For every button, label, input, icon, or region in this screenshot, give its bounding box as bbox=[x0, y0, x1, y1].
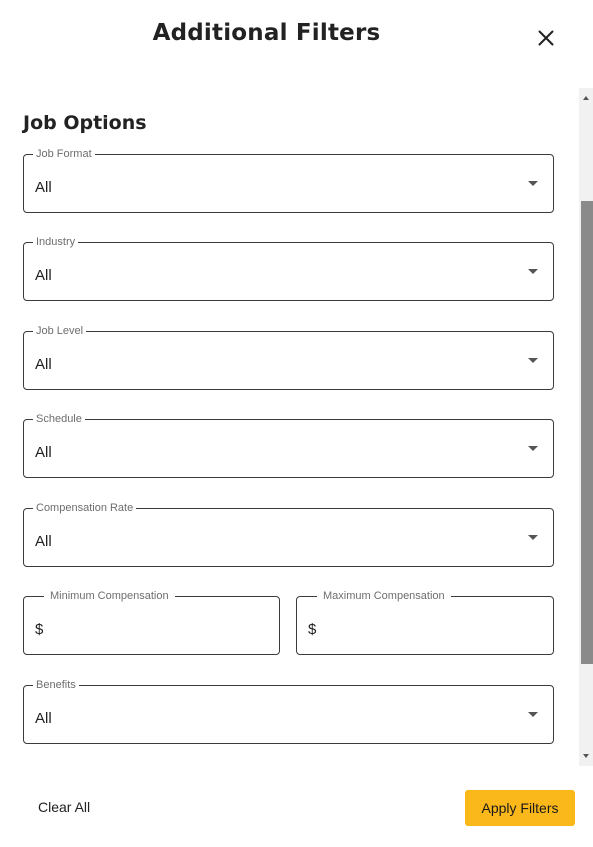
chevron-down-icon bbox=[528, 535, 538, 540]
benefits-value: All bbox=[35, 710, 52, 727]
vertical-scrollbar[interactable] bbox=[579, 88, 593, 766]
chevron-down-icon bbox=[528, 446, 538, 451]
maximum-compensation-input[interactable] bbox=[296, 590, 554, 655]
job-format-select[interactable] bbox=[23, 148, 554, 213]
compensation-rate-select[interactable] bbox=[23, 502, 554, 567]
schedule-label: Schedule bbox=[33, 412, 85, 426]
section-title: Job Options bbox=[23, 112, 147, 134]
scroll-up-arrow-icon[interactable] bbox=[583, 96, 589, 100]
industry-select[interactable] bbox=[23, 236, 554, 301]
minimum-compensation-prefix: $ bbox=[35, 621, 44, 638]
apply-filters-button[interactable] bbox=[465, 790, 575, 826]
close-button[interactable] bbox=[534, 26, 558, 50]
apply-filters-label: Apply Filters bbox=[481, 800, 559, 816]
scrollbar-thumb[interactable] bbox=[581, 201, 593, 664]
scroll-down-arrow-icon[interactable] bbox=[583, 754, 589, 758]
compensation-rate-value: All bbox=[35, 533, 52, 550]
compensation-rate-label: Compensation Rate bbox=[33, 501, 136, 515]
job-format-label: Job Format bbox=[33, 147, 95, 161]
chevron-down-icon bbox=[528, 712, 538, 717]
industry-label: Industry bbox=[33, 235, 78, 249]
chevron-down-icon bbox=[528, 358, 538, 363]
clear-all-button[interactable]: Clear All bbox=[38, 799, 91, 815]
benefits-label: Benefits bbox=[33, 678, 79, 692]
minimum-compensation-input[interactable] bbox=[23, 590, 280, 655]
schedule-select[interactable] bbox=[23, 413, 554, 478]
job-level-value: All bbox=[35, 356, 52, 373]
modal-title: Additional Filters bbox=[152, 20, 381, 46]
minimum-compensation-label: Minimum Compensation bbox=[44, 589, 175, 603]
job-format-value: All bbox=[35, 179, 52, 196]
maximum-compensation-label: Maximum Compensation bbox=[317, 589, 451, 603]
benefits-select[interactable] bbox=[23, 679, 554, 744]
chevron-down-icon bbox=[528, 181, 538, 186]
industry-value: All bbox=[35, 267, 52, 284]
close-icon bbox=[534, 26, 558, 50]
modal-footer bbox=[0, 766, 593, 847]
schedule-value: All bbox=[35, 444, 52, 461]
chevron-down-icon bbox=[528, 269, 538, 274]
job-level-label: Job Level bbox=[33, 324, 86, 338]
maximum-compensation-prefix: $ bbox=[308, 621, 317, 638]
filters-scroll-area bbox=[0, 88, 579, 766]
job-level-select[interactable] bbox=[23, 325, 554, 390]
